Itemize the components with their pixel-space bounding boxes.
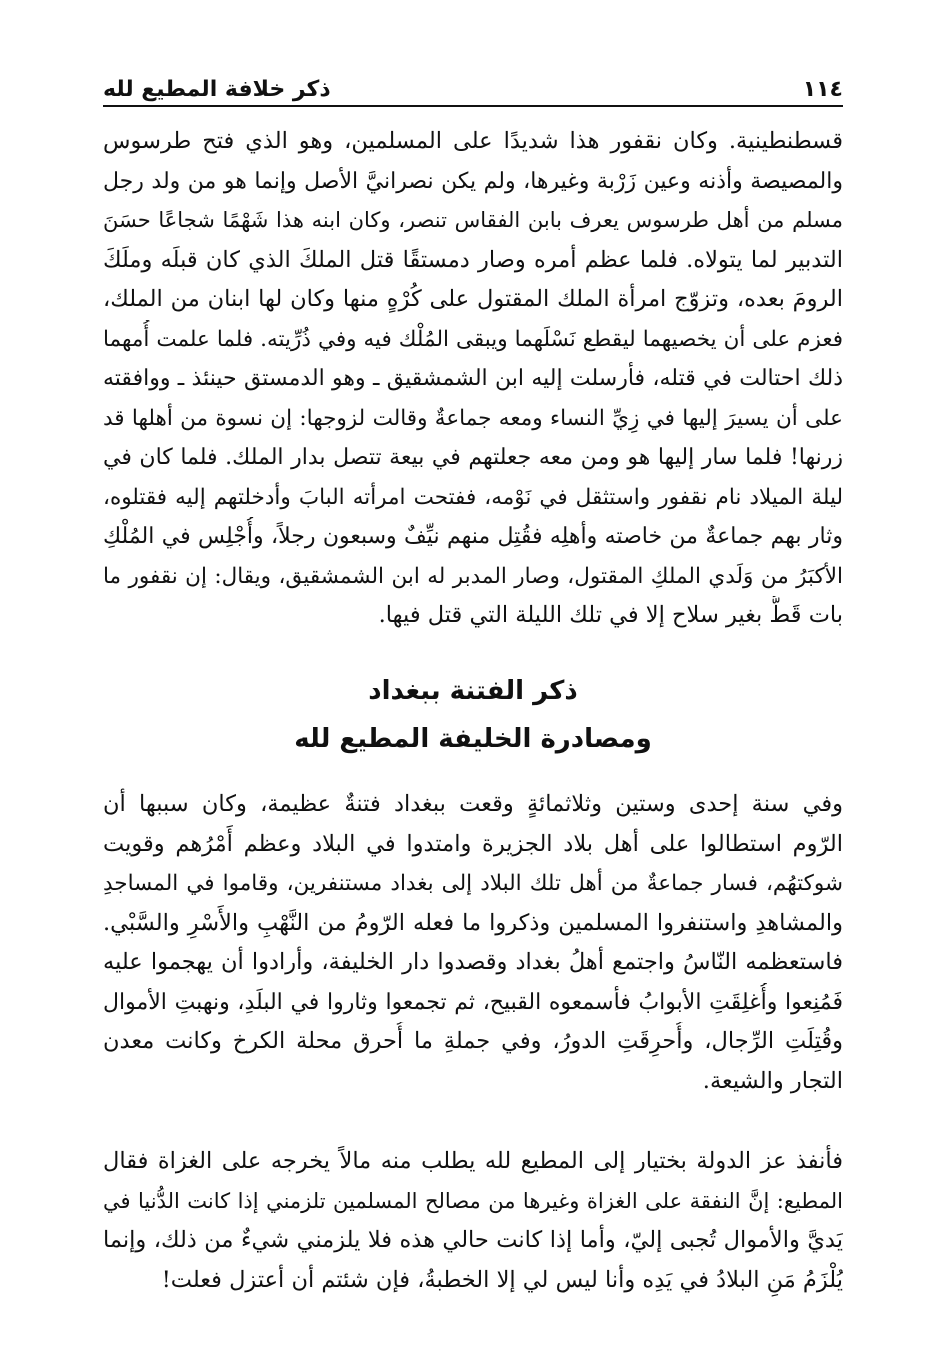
text-line: والمشاهدِ واستنفروا المسلمين وذكروا ما فعله الرّومُ من النَّهْبِ والأَسْرِ والسَّبْي. bbox=[103, 909, 843, 936]
text-line: فاستعظمه النّاسُ واجتمع أهلُ بغداد وقصدوا دار الخليفة، وأرادوا أن يهجموا عليه bbox=[103, 949, 843, 975]
text-line: على أن يسيرَ إليها في زِيِّ النساء ومعه جماعةٌ وقالت لزوجها: إن نسوة من أهلها قد bbox=[103, 405, 843, 431]
text-line: وفي سنة إحدى وستين وثلاثمائةٍ وقعت ببغداد فتنةٌ عظيمة، وكان سببها أن bbox=[103, 791, 843, 817]
page-number: ١١٤ bbox=[802, 77, 843, 102]
text-line: وقُتِلَتِ الرِّجال، وأُحرِقَتِ الدورُ، وفي جملةِ ما أُحرق محلة الكرخ وكانت معدن bbox=[103, 1028, 843, 1054]
text-line: يُلْزَمُ مَنِ البلادُ في يَدِه وأنا ليس لي إلا الخطبةُ، فإن شئتم أن أعتزل فعلت! bbox=[161, 1266, 843, 1293]
section-title-line-2: ومصادرة الخليفة المطيع لله bbox=[294, 724, 652, 754]
text-line: فأنفذ عز الدولة بختيار إلى المطيع لله يطلب منه مالاً يخرجه على الغزاة فقال bbox=[103, 1148, 843, 1174]
text-line: المطيع: إنَّ النفقة على الغزاة وغيرها من مصالح المسلمين تلزمني إذا كانت الدُّنيا في bbox=[103, 1188, 843, 1213]
text-line: ليلة الميلاد نام نقفور واستثقل في نَوْمه، ففتحت امرأته البابَ وأدخلتهم إليه فقتلوه، bbox=[103, 484, 843, 510]
text-line: والمصيصة وأذنه وعين زَرْبة وغيرها، ولم يكن نصرانيَّ الأصل وإنما هو من ولد رجل bbox=[103, 168, 843, 194]
running-header bbox=[103, 62, 843, 102]
text-line: التجار والشيعة. bbox=[702, 1067, 843, 1094]
text-line: شوكتهُم، فسار جماعةٌ من أهل تلك البلاد إلى بغداد مستنفرين، وقاموا في المساجدِ bbox=[103, 871, 843, 896]
running-title: ذكر خلافة المطيع لله bbox=[103, 77, 331, 102]
paragraph-2 bbox=[103, 785, 843, 1101]
text-line: الرومَ بعده، وتزوّج امرأة الملك المقتول على كُرْهٍ منها وكان لها ابنان من الملك، bbox=[103, 286, 843, 312]
section-title-line-1: ذكر الفتنة ببغداد bbox=[368, 676, 578, 706]
text-line: مسلم من أهل طرسوس يعرف بابن الفقاس تنصر، وكان ابنه هذا شَهْمًا شجاعًا حسَنَ bbox=[103, 208, 843, 232]
text-line: الأكبَرُ من وَلَدي الملكِ المقتول، وصار المدبر له ابن الشمشقيق، ويقال: إن نقفور ما bbox=[103, 563, 843, 589]
text-line: بات قَطُّ بغير سلاح إلا في تلك الليلة التي قتل فيها. bbox=[378, 602, 843, 628]
text-line: الرّوم استطالوا على أهل بلاد الجزيرة وامتدوا في البلاد وعظم أَمْرُهم وقويت bbox=[103, 830, 843, 857]
text-line: زرنها! فلما سار إليها هو ومن معه جعلتهم في بيعة تتصل بدار الملك. فلما كان في bbox=[103, 445, 843, 470]
text-line: قسطنطينية. وكان نقفور هذا شديدًا على المسلمين، وهو الذي فتح طرسوس bbox=[103, 128, 843, 154]
text-line: ذلك احتالت في قتله، فأرسلت إليه ابن الشمشقيق ـ وهو الدمستق حينئذ ـ ووافقته bbox=[103, 366, 843, 391]
text-line: فَمُنِعوا وأُغلِقَتِ الأبوابُ فأسمعوه القبيح، ثم تجمعوا وثاروا في البلَدِ، ونهبتِ الأموال bbox=[103, 989, 843, 1015]
text-line: فعزم على أن يخصيهما ليقطع نَسْلَهما ويبقى المُلْك فيه وفي ذُرِّيته. فلما علمت أُمهما bbox=[103, 326, 843, 352]
header-divider bbox=[103, 105, 843, 107]
text-line: التدبير لما يتولاه. فلما عظم أمره وصار دمستقًا قتل الملكَ الذي كان قبلَه وملَكَ bbox=[103, 246, 843, 273]
paragraph-1 bbox=[103, 122, 843, 636]
text-line: وثار بهم جماعةٌ من خاصته وأهلِه فقُتِل منهم نيِّفٌ وسبعون رجلاً، وأُجْلِس في المُلْكِ bbox=[103, 524, 843, 549]
text-line: يَديَّ والأموال تُجبى إليّ، وأما إذا كانت حالي هذه فلا يلزمني شيءٌ من ذلك، وإنما bbox=[103, 1227, 843, 1253]
paragraph-3 bbox=[103, 1142, 843, 1300]
